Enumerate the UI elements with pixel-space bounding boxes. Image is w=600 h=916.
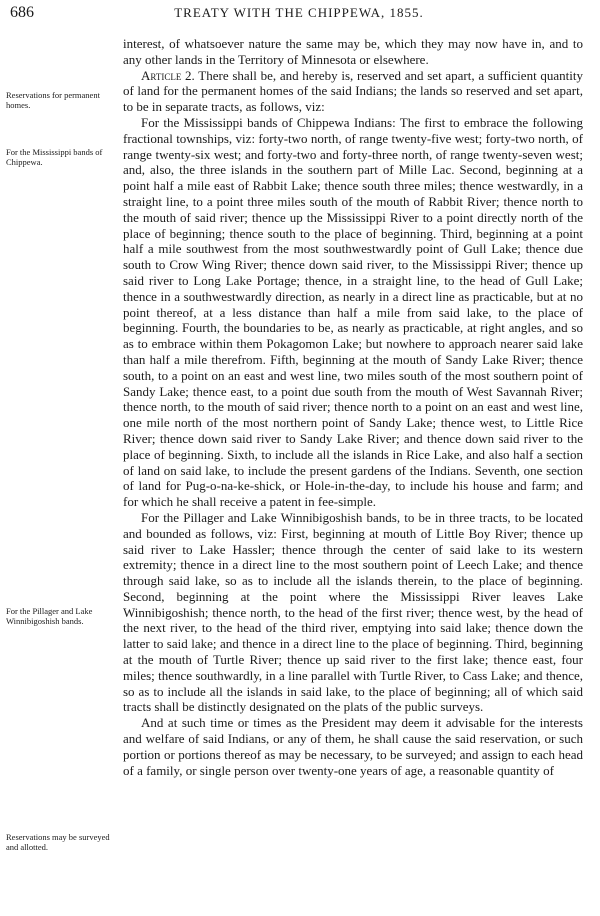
paragraph-pillager-bands: For the Pillager and Lake Winnibigoshish bands, to be in three tracts, to be located and bounded as follows, viz: First, beginning at mouth of Little Boy River; thence up said river to Lake Hassler; thence through the center of said lake to its western extremity; thence in a direct line to the most southern point of Leech Lake; and thence through said lake, so as to include all the islands therein, to the place of beginning. Second, beginning at the point where the Mississippi River leaves Lake Winnibigoshish; thence north, to the head of the first river; thence west, by the head of the next river, to the head of the third river, emptying into said lake; thence down the latter to said lake; and thence in a direct line to the place of beginning. Third, beginning at the mouth of Turtle River; thence up said river to the first lake; thence east, four miles; thence southwardly, in a line parallel with Turtle River, to Cass Lake; and thence, so as to include all the islands in said lake, to the place of beginning; all of which said tracts shall be distinctly designated on the plats of the public surveys. [123,509,583,715]
margin-note-mississippi-bands: For the Mississippi bands of Chippewa. [6,147,103,167]
treaty-text [123,36,583,778]
article-heading: Article 2. [141,67,195,83]
running-head: TREATY WITH THE CHIPPEWA, 1855. [174,5,424,20]
paragraph-mississippi-bands: For the Mississippi bands of Chippewa Indians: The first to embrace the following fractional townships, viz: forty-two north, of range twenty-five west; forty-two north, of range twenty-six west; and forty-two and forty-three north, of range twenty-seven west; and, also, the three islands in the southern part of Mille Lac. Second, beginning at a point half a mile east of Rabbit Lake; thence south three miles; thence westwardly, in a straight line, to a point three miles south of the mouth of Rabbit River; thence north to the mouth of said river; thence up the Mississippi River to a point directly north of the place of beginning; thence south to the place of beginning. Third, beginning at a point half a mile southwest from the most southwestwardly point of Gull Lake; thence due south to Crow Wing River; thence down said river, to the Mississippi River; thence up said river to Long Lake Portage; thence, in a straight line, to the head of Gull Lake; thence in a southwestwardly direction, as nearly in a direct line as practicable, but at no point thereof, at a less distance than half a mile from said lake, to the place of beginning. Fourth, the boundaries to be, as nearly as practicable, at right angles, and so as to embrace within them Pokagomon Lake; but nowhere to approach nearer said lake than half a mile therefrom. Fifth, beginning at the mouth of Sandy Lake River; thence south, to a point on an east and west line, two miles south of the most southern point of Sandy Lake; thence east, to a point due south from the mouth of West Savannah River; thence north, to the mouth of said river; thence north to a point on an east and west line, one mile north of the most northern point of Sandy Lake; thence west, to Little Rice River; thence down said river to Sandy Lake River; and thence down said river to the place of beginning. Sixth, to include all the islands in Rice Lake, and also half a section of land on said lake, to include the present gardens of the Indians. Seventh, one section of land for Pug-o-na-ke-shick, or Hole-in-the-day, to include his house and farm; and for which he shall receive a patent in fee-simple. [123,114,583,510]
paragraph-article-2: Article 2. There shall be, and hereby is, reserved and set apart, a sufficient quantity of land for the permanent homes of the said Indians; the lands so reserved and set apart, to be in separate tracts, as follows, viz: [123,67,583,115]
page-header [10,4,588,28]
page-number: 686 [10,4,34,21]
paragraph-survey: And at such time or times as the President may deem it advisable for the interests and welfare of said Indians, or any of them, he shall cause the said reservation, or such portion or portions thereof as may be necessary, to be surveyed; and assign to each head of a family, or single person over twenty-one years of age, a reasonable quantity of [123,715,583,778]
margin-note-reservations: Reservations for permanent homes. [6,90,100,110]
margin-note-survey-allotment: Reservations may be surveyed and allotted. [6,832,110,852]
paragraph-continuation: interest, of whatsoever nature the same may be, which they may now have in, and to any other lands in the Territory of Minnesota or elsewhere. [123,36,583,67]
margin-note-pillager-bands: For the Pillager and Lake Winnibigoshish bands. [6,606,93,626]
